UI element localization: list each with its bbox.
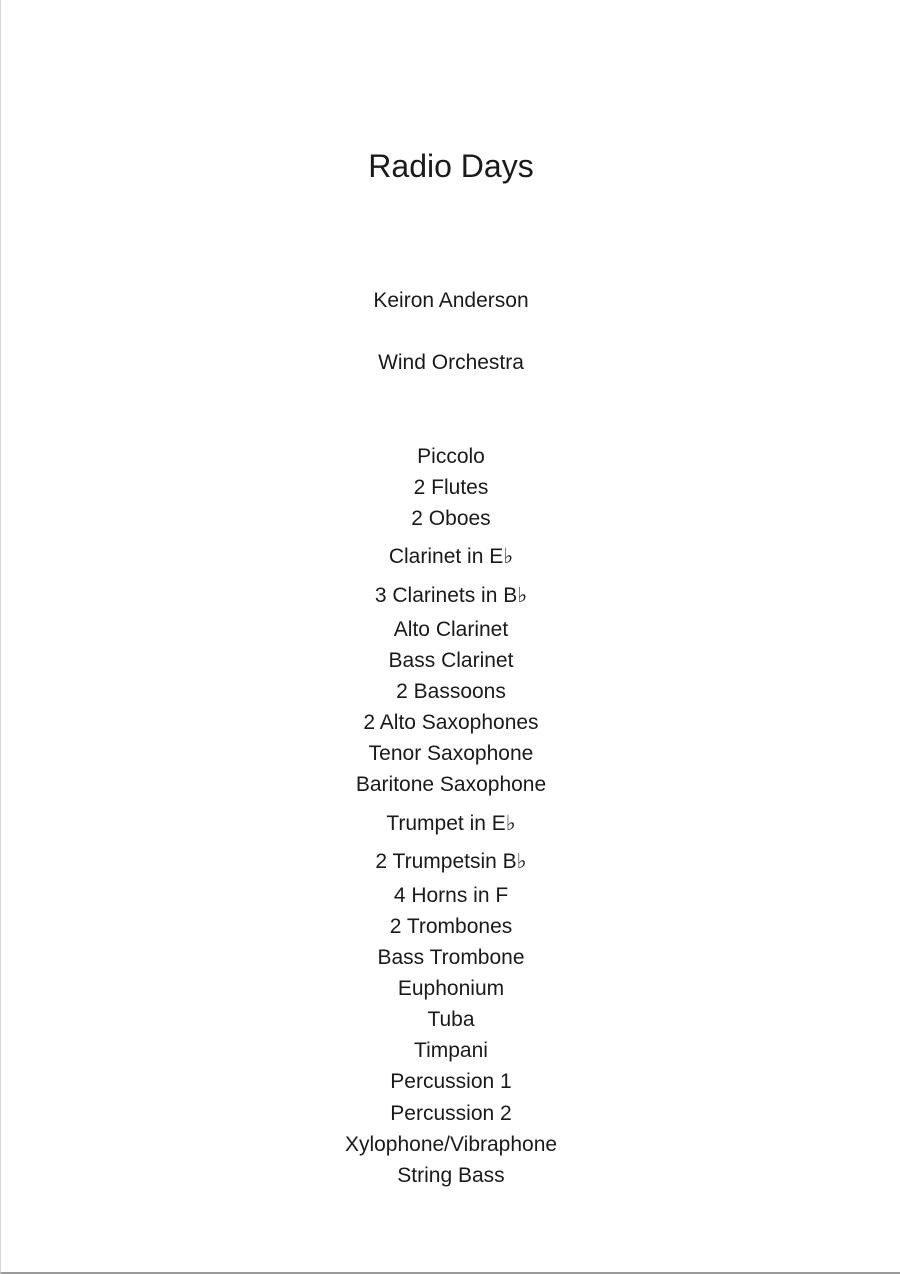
instrument-item: Alto Clarinet bbox=[393, 618, 509, 641]
instrument-item: 2 Flutes bbox=[413, 476, 489, 499]
instrument-item: 2 Trombones bbox=[389, 915, 513, 938]
instrument-item: String Bass bbox=[397, 1164, 505, 1187]
instrument-item: Percussion 2 bbox=[390, 1102, 512, 1125]
instrument-item: Bass Trombone bbox=[377, 946, 525, 969]
instrument-item: Timpani bbox=[414, 1039, 488, 1062]
instrument-item: Euphonium bbox=[397, 977, 505, 1000]
instrument-item: Percussion 1 bbox=[390, 1070, 512, 1093]
instrument-item: 2 Alto Saxophones bbox=[363, 711, 539, 734]
instrumentation-list bbox=[1, 0, 900, 1274]
instrument-item: Xylophone/Vibraphone bbox=[344, 1133, 558, 1156]
instrument-item: Tenor Saxophone bbox=[368, 742, 534, 765]
instrument-item: Baritone Saxophone bbox=[355, 773, 547, 796]
composer-name: Keiron Anderson bbox=[373, 289, 529, 312]
instrument-item: 2 Bassoons bbox=[396, 680, 506, 703]
instrument-item: Bass Clarinet bbox=[388, 649, 514, 672]
instrument-item: Clarinet in E♭ bbox=[388, 545, 514, 568]
piece-title: Radio Days bbox=[368, 148, 534, 184]
instrument-item: Tuba bbox=[427, 1008, 475, 1031]
instrument-item: Piccolo bbox=[417, 445, 485, 468]
instrument-item: 2 Oboes bbox=[411, 507, 491, 530]
instrument-item: 4 Horns in F bbox=[393, 884, 509, 907]
instrument-item: 2 Trumpetsin B♭ bbox=[375, 850, 527, 873]
ensemble-name: Wind Orchestra bbox=[378, 351, 524, 374]
instrument-item: 3 Clarinets in B♭ bbox=[374, 584, 528, 607]
instrument-item: Trumpet in E♭ bbox=[386, 812, 516, 835]
